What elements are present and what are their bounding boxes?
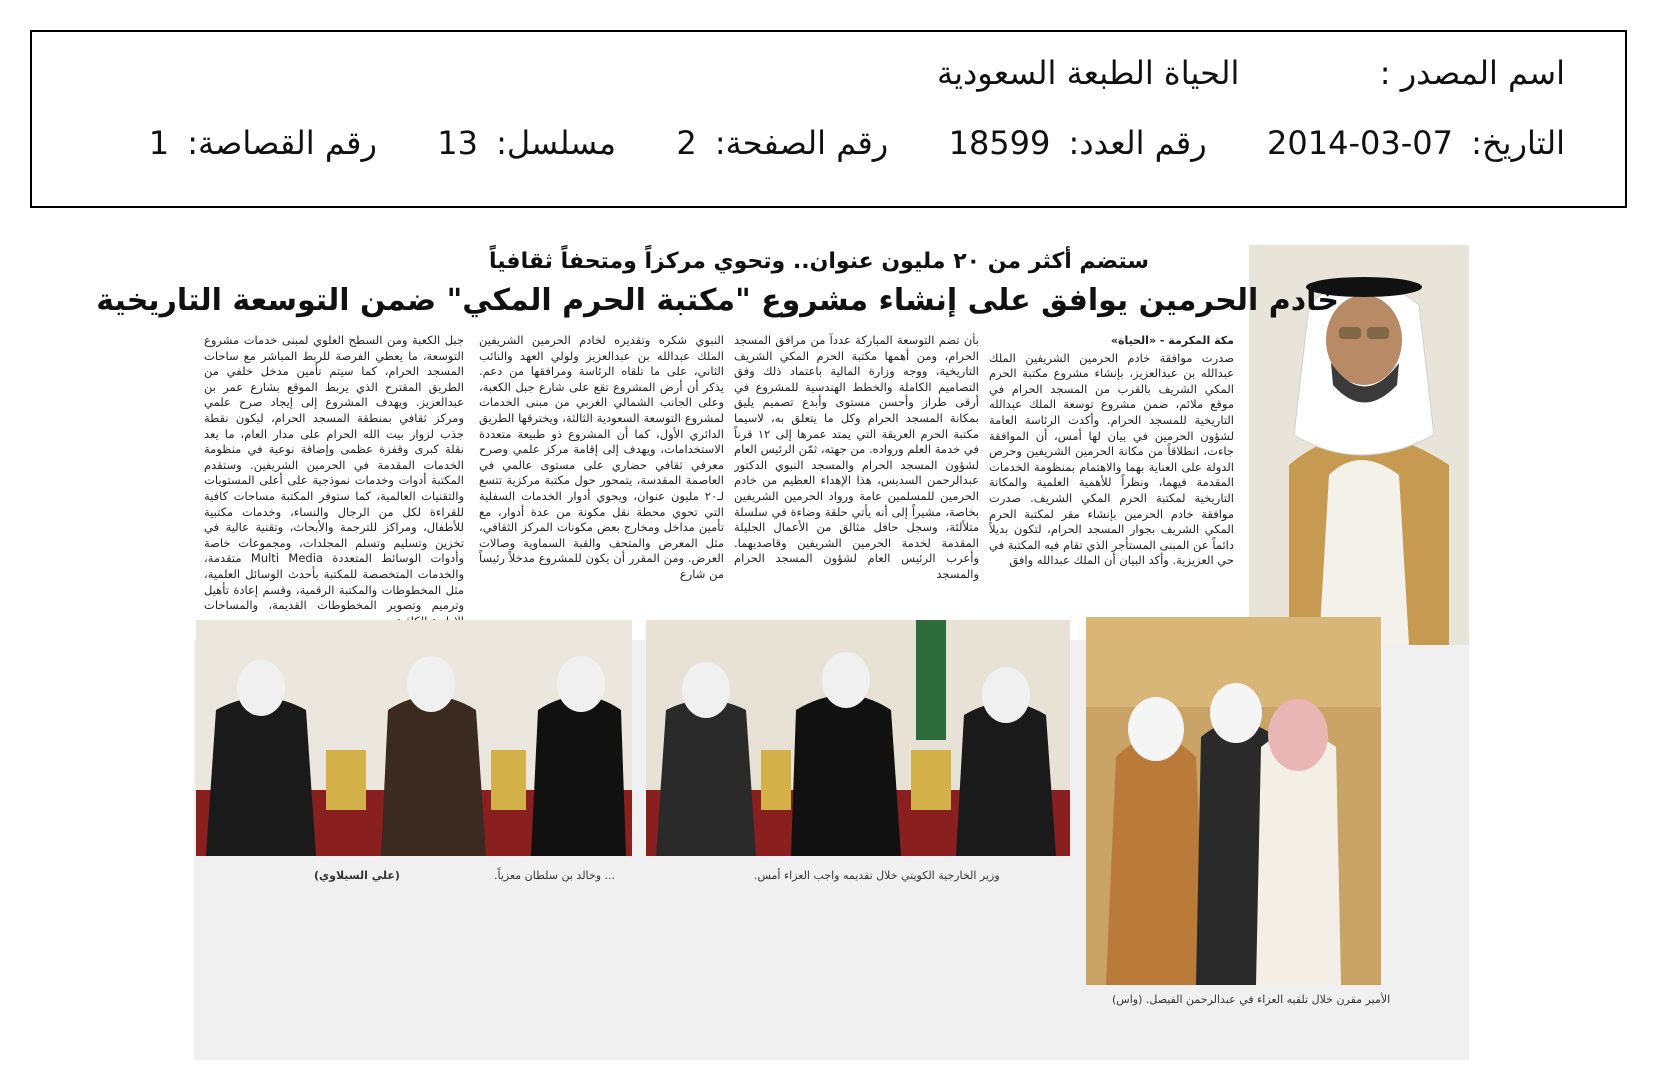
- column-1-text: صدرت موافقة خادم الحرمين الشريفين الملك عبدالله بن عبدالعزيز، بإنشاء مشروع مكتبة الحرم المكي الشريف بالقرب من المسجد الحرام في موقع ملائم، ضمن مشروع توسعة الملك عبدالله التاريخية للمسجد الحرام. وأكدت الرئاسة العامة لشؤون الحرمين في بيان لها أمس، أن الموافقة جاءت، انطلاقاً من مكانة الحرمين الشريفين وحرص الدولة على العناية بهما والاهتمام بمنظومة الخدمات المقدمة فيهما، ونظراً للأهمية العلمية والمكانة التاريخية لمكتبة الحرم المكي الشريف. صدرت موافقة خادم الحرمين بإنشاء مقر لمكتبة الحرم المكي الشريف بجوار المسجد الحرام، لتكون بديلاً دائماً عن المبنى المستأجر الذي تقام فيه المكتبة في حي العزيزية. وأكد البيان أن الملك عبدالله وافق: [989, 350, 1234, 568]
- caption-left-photo: ... وخالد بن سلطان معزياً.: [494, 869, 615, 882]
- source-label: اسم المصدر :: [1379, 54, 1565, 92]
- source-value: الحياة الطبعة السعودية: [936, 54, 1240, 92]
- clip-value: 1: [148, 124, 170, 162]
- source-line: [937, 54, 1565, 92]
- serial-value: 13: [437, 124, 478, 162]
- article-dateline: مكة المكرمة - «الحياة»: [1110, 334, 1234, 347]
- article-kicker: ستضم أكثر من ٢٠ مليون عنوان.. وتحوي مركزاً ومتحفاً ثقافياً: [488, 249, 1149, 274]
- serial-label: مسلسل:: [496, 124, 616, 162]
- article-column-2: [734, 333, 979, 633]
- date-label: التاريخ:: [1471, 124, 1565, 162]
- issue-label: رقم العدد:: [1068, 124, 1207, 162]
- issue-line: [149, 124, 1565, 162]
- page-label: رقم الصفحة:: [714, 124, 889, 162]
- clip-label: رقم القصاصة:: [187, 124, 377, 162]
- photo-kuwaiti-minister: [646, 620, 1070, 856]
- article-headline: خادم الحرمين يوافق على إنشاء مشروع "مكتبة الحرم المكي" ضمن التوسعة التاريخية: [96, 283, 1339, 318]
- newspaper-clipping: [96, 245, 1469, 1080]
- page-value: 2: [676, 124, 697, 162]
- photo-khalid-bin-sultan: [196, 620, 632, 856]
- metadata-box: [30, 30, 1627, 208]
- column-2-text: بأن تضم التوسعة المباركة عدداً من مرافق المسجد الحرام، ومن أهمها مكتبة الحرم المكي الشريف التاريخية، ووجه وزارة المالية باعتماد ذلك وفق التصاميم الكاملة والخطط الهندسية للمشروع في أرقى طراز وأحسن مستوى وأبدع تصميم يليق بمكانة المسجد الحرام وكل ما يتعلق به، لاسيما مكتبة الحرم العريقة التي يمتد عمرها إلى ١٢ قرناً في خدمة العلم ورواده. من جهته، ثمّن الرئيس العام لشؤون المسجد الحرام والمسجد النبوي الدكتور عبدالرحمن السديس، هذا الإهداء العظيم من خادم الحرمين للمسلمين عامة ورواد الحرمين الشريفين بخاصة، مشيراً إلى أنه يأتي حلقة وضاءة في سلسلة متلألئة، وسجل حافل مثالق من الأعمال الجليلة المقدمة لخدمة الحرمين الشريفين وقاصديهما. وأعرب الرئيس العام لشؤون المسجد الحرام والمسجد: [734, 333, 979, 581]
- photo-prince-muqrin: [1086, 617, 1381, 985]
- caption-right-photo: الأمير مقرن خلال تلقيه العزاء في عبدالرحمن الفيصل. (واس): [1112, 993, 1391, 1006]
- article-column-3: [479, 333, 724, 633]
- date-value: 2014-03-07: [1267, 124, 1453, 162]
- column-3-text: النبوي شكره وتقديره لخادم الحرمين الشريفين الملك عبدالله بن عبدالعزيز ولولي العهد والنائب الثاني، على ما تلقاه الرئاسة ومرافقها من دعم. يذكر أن أرض المشروع تقع على شارع جبل الكعبة، وعلى الجانب الشمالي الغربي من مبنى الخدمات لمشروع التوسعة السعودية الثالثة، ويخترقها الطريق الدائري الأول، كما أن المشروع ذو طبيعة متعددة الاستخدامات، ويهدف إلى إقامة مركز علمي وصرح معرفي ثقافي حضاري على مستوى عالمي في العاصمة المقدسة، يتمحور حول مكتبة مركزية تتسع لـ٢٠ مليون عنوان، ويحوي أدوار الخدمات السفلية التي تحوي محطة نقل مكونة من عدة أدوار، مع تأمين مداخل ومخارج بعض مكونات المركز الثقافي، مثل المعرض والمتحف والقبة السماوية وصالات العرض. ومن المقرر أن يكون للمشروع مدخلاً رئيساً من شارع: [479, 333, 724, 581]
- caption-middle-photo: وزير الخارجية الكويتي خلال تقديمه واجب العزاء أمس.: [754, 869, 1000, 882]
- column-4-text: جبل الكعبة ومن السطح العلوي لمبنى خدمات مشروع التوسعة، ما يعطي الفرصة للربط المباشر مع ساحات المسجد الحرام، كما سيتم تأمين مدخل خلفي من الطريق المقترح الذي يربط الموقع بشارع عمر بن عبدالعزيز. ويهدف المشروع إلى إيجاد صرح علمي ومركز ثقافي بمنطقة المسجد الحرام، ليكون نقطة جذب لزوار بيت الله الحرام على مدار العام، ما يعد نقلة كبرى وقفزة عظمى وإضافة نوعية في منظومة الخدمات المقدمة في الحرمين الشريفين. وستقدم المكتبة أدوات وخدمات نموذجية على أعلى المستويات والتقنيات العالمية، كما ستوفر المكتبة مساحات كافية للقراءة لكل من الرجال والنساء، وخدمات مكتبية للأطفال، ومراكز للترجمة والأبحاث، وتقنية عالية في تخزين وتسليم وتسلم المجلدات، ومجموعات خاصة وأدوات الوسائط المتعددة Multi Media متقدمة، والخدمات المتخصصة للمكتبة بأحدث الوسائل العلمية، مثل المخطوطات والمكتبة الرقمية، وقسم إعادة تأهيل وترميم وتصوير المخطوطات القديمة، والمساحات: [204, 333, 464, 613]
- issue-value: 18599: [948, 124, 1051, 162]
- article-column-4: [204, 333, 464, 633]
- caption-left-credit: (علي السيلاوي): [314, 869, 400, 882]
- article-column-1: [989, 333, 1234, 633]
